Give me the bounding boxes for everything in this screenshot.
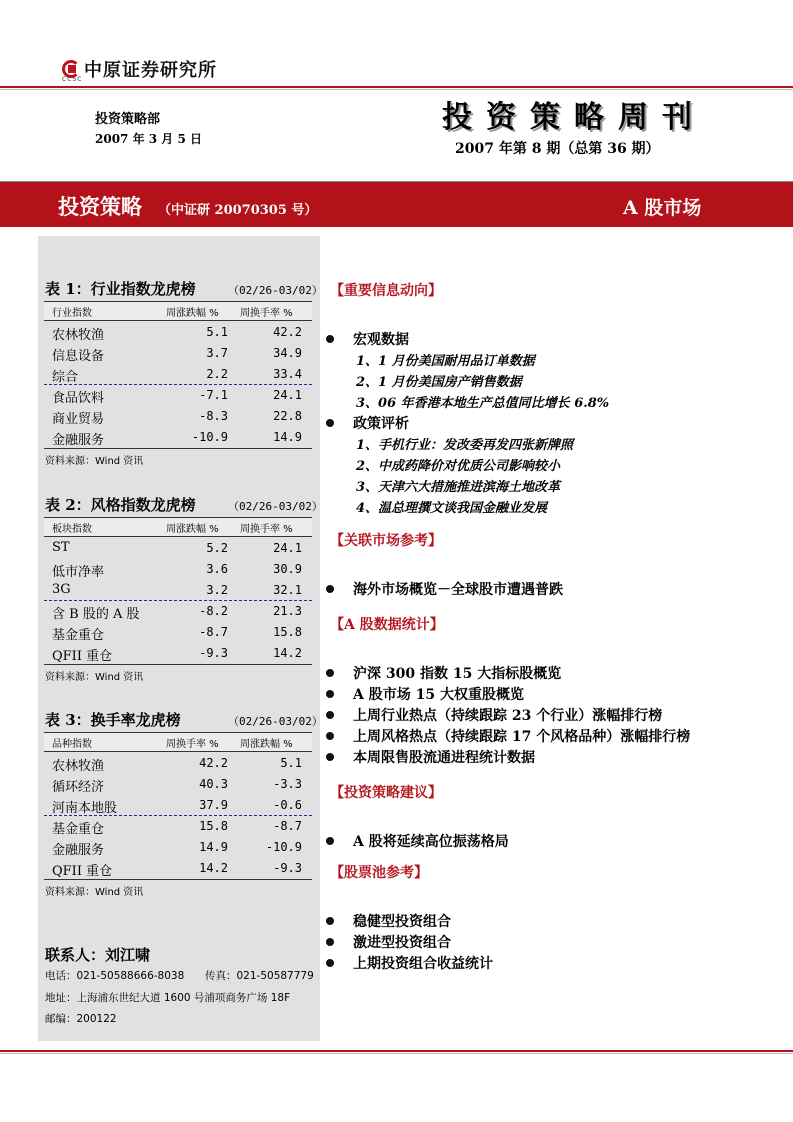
row-value: 14.9: [273, 430, 302, 444]
row-value: 14.2: [273, 646, 302, 660]
bullet-text: 本周限售股流通进程统计数据: [353, 749, 535, 766]
table-row: [44, 753, 312, 773]
row-value: -9.3: [199, 646, 228, 660]
column-header: 周换手率 %: [240, 524, 293, 535]
row-label: 循环经济: [52, 780, 105, 795]
row-value: 14.2: [199, 861, 228, 875]
row-value: 15.8: [273, 625, 302, 639]
contact-address: 地址：上海浦东世纪大道 1600 号浦项商务广场 18F: [45, 992, 291, 1004]
table-row: [44, 427, 312, 447]
bullet-text: 政策评析: [353, 415, 409, 432]
bullet-dot-icon: [326, 753, 334, 761]
table-bottom-rule: [44, 448, 312, 449]
row-value: -7.1: [199, 388, 228, 402]
row-value: 33.4: [273, 367, 302, 381]
column-header: 品种指数: [52, 739, 92, 750]
table-row: [44, 580, 312, 600]
bullet-item: [326, 931, 451, 952]
row-value: 42.2: [199, 756, 228, 770]
sub-item: 3、06 年香港本地生产总值同比增长 6.8%: [356, 396, 610, 411]
row-value: 2.2: [206, 367, 228, 381]
table-date-range: （02/26-03/02）: [228, 715, 323, 728]
bullet-item: [326, 910, 451, 931]
bullet-item: [326, 578, 563, 599]
table-row: [44, 322, 312, 342]
table-bottom-rule: [44, 879, 312, 880]
column-header: 板块指数: [52, 524, 92, 535]
bullet-dot-icon: [326, 938, 334, 946]
bullet-dot-icon: [326, 959, 334, 967]
table-row: [44, 816, 312, 836]
bullet-dot-icon: [326, 732, 334, 740]
table-row: [44, 622, 312, 642]
row-label: 低市净率: [52, 565, 105, 580]
row-label: 河南本地股: [52, 801, 118, 816]
row-value: -10.9: [265, 840, 302, 854]
table-bottom-rule: [44, 664, 312, 665]
table-date-range: （02/26-03/02）: [228, 500, 323, 513]
bullet-text: 海外市场概览－全球股市遭遇普跌: [353, 581, 563, 598]
table-row: [44, 858, 312, 878]
row-label: 农林牧渔: [52, 759, 105, 774]
bullet-dot-icon: [326, 585, 334, 593]
bullet-item: [326, 746, 535, 767]
column-header: 周涨跌幅 %: [166, 308, 219, 319]
row-value: 3.2: [206, 583, 228, 597]
table-title: 表 2：风格指数龙虎榜: [45, 496, 196, 514]
table-source: 资料来源：Wind 资讯: [45, 887, 144, 898]
bullet-text: 激进型投资组合: [353, 934, 451, 951]
top-red-rule: [0, 86, 793, 88]
section-title: 【A 股数据统计】: [330, 617, 444, 633]
bullet-dot-icon: [326, 419, 334, 427]
row-value: 5.1: [206, 325, 228, 339]
top-gray-rule: [0, 89, 793, 90]
row-label: 金融服务: [52, 433, 105, 448]
row-value: 3.7: [206, 346, 228, 360]
bullet-text: 上周行业热点（持续跟踪 23 个行业）涨幅排行榜: [353, 707, 663, 724]
row-value: -0.6: [273, 798, 302, 812]
row-value: 3.6: [206, 562, 228, 576]
table-title: 表 1：行业指数龙虎榜: [45, 280, 196, 298]
row-value: 30.9: [273, 562, 302, 576]
contact-phone: 电话：021-50588666-8038: [45, 970, 185, 982]
bullet-item: [326, 662, 561, 683]
row-label: 食品饮料: [52, 391, 105, 406]
column-header: 周涨跌幅 %: [240, 739, 293, 750]
row-value: -3.3: [273, 777, 302, 791]
sub-item: 1、1 月份美国耐用品订单数据: [356, 354, 535, 369]
bullet-text: 上期投资组合收益统计: [353, 955, 493, 972]
table-row: [44, 774, 312, 794]
row-value: 32.1: [273, 583, 302, 597]
bullet-text: A 股市场 15 大权重股概览: [353, 686, 524, 703]
table-row: [44, 406, 312, 426]
bullet-dot-icon: [326, 917, 334, 925]
row-value: 24.1: [273, 541, 302, 555]
row-label: 含 B 股的 A 股: [52, 607, 140, 622]
table-title: 表 3：换手率龙虎榜: [45, 711, 181, 729]
table-row: [44, 837, 312, 857]
bullet-dot-icon: [326, 669, 334, 677]
row-value: 5.2: [206, 541, 228, 555]
contact-zip: 邮编：200122: [45, 1013, 117, 1025]
row-label: 3G: [52, 582, 71, 597]
row-value: 34.9: [273, 346, 302, 360]
sub-item: 2、中成药降价对优质公司影响较小: [356, 459, 561, 474]
row-value: 14.9: [199, 840, 228, 854]
row-label: 基金重仓: [52, 628, 105, 643]
bullet-item: [326, 725, 690, 746]
company-logo: [62, 56, 217, 82]
contact-name: 联系人：刘江啸: [45, 946, 151, 964]
table-date-range: （02/26-03/02）: [228, 284, 323, 297]
bullet-text: 宏观数据: [353, 331, 409, 348]
section-title: 【投资策略建议】: [330, 785, 442, 801]
sub-item: 4、温总理撰文谈我国金融业发展: [356, 501, 548, 516]
section-title: 【重要信息动向】: [330, 283, 442, 299]
row-label: QFII 重仓: [52, 649, 113, 664]
row-value: 40.3: [199, 777, 228, 791]
row-label: ST: [52, 540, 70, 555]
bullet-item: [326, 830, 509, 851]
logo-text: 中原证券研究所: [84, 60, 217, 81]
bullet-dot-icon: [326, 711, 334, 719]
row-value: 24.1: [273, 388, 302, 402]
row-value: -8.3: [199, 409, 228, 423]
row-value: 21.3: [273, 604, 302, 618]
bottom-red-rule: [0, 1050, 793, 1052]
row-label: 基金重仓: [52, 822, 105, 837]
row-value: 22.8: [273, 409, 302, 423]
row-value: -8.7: [199, 625, 228, 639]
banner-code: （中证研 20070305 号）: [158, 203, 318, 218]
bullet-dot-icon: [326, 335, 334, 343]
column-header: 周涨跌幅 %: [166, 524, 219, 535]
table-row: [44, 343, 312, 363]
bullet-dot-icon: [326, 690, 334, 698]
column-header: 周换手率 %: [240, 308, 293, 319]
row-label: 金融服务: [52, 843, 105, 858]
bullet-item: [326, 952, 493, 973]
row-label: 综合: [52, 370, 79, 385]
table-row: [44, 795, 312, 815]
row-value: 15.8: [199, 819, 228, 833]
column-header: 行业指数: [52, 308, 92, 319]
section-title: 【股票池参考】: [330, 865, 428, 881]
table-source: 资料来源：Wind 资讯: [45, 456, 144, 467]
bullet-text: 上周风格热点（持续跟踪 17 个风格品种）涨幅排行榜: [353, 728, 691, 745]
department: 投资策略部: [95, 112, 161, 127]
publication-title: 投资策略周刊: [442, 100, 706, 135]
column-header: 周换手率 %: [166, 739, 219, 750]
sub-item: 2、1 月份美国房产销售数据: [356, 375, 522, 390]
sub-item: 1、手机行业：发改委再发四张新牌照: [356, 438, 574, 453]
report-date: 2007 年 3 月 5 日: [95, 132, 202, 146]
contact-fax: 传真：021-50587779: [205, 970, 314, 982]
bullet-text: A 股将延续高位振荡格局: [353, 833, 509, 850]
row-label: 农林牧渔: [52, 328, 105, 343]
row-value: -8.2: [199, 604, 228, 618]
table-row: [44, 364, 312, 384]
table-row: [44, 559, 312, 579]
section-title: 【关联市场参考】: [330, 533, 442, 549]
bullet-item: [326, 412, 409, 433]
banner-title: 投资策略: [58, 194, 142, 219]
bottom-gray-rule: [0, 1053, 793, 1054]
table-row: [44, 601, 312, 621]
table-row: [44, 538, 312, 558]
sub-item: 3、天津六大措施推进滨海土地改革: [356, 480, 561, 495]
row-label: QFII 重仓: [52, 864, 113, 879]
row-value: -8.7: [273, 819, 302, 833]
bullet-item: [326, 704, 662, 725]
bullet-dot-icon: [326, 837, 334, 845]
table-row: [44, 385, 312, 405]
table-header: [44, 732, 312, 752]
table-header: [44, 517, 312, 537]
row-value: -10.9: [191, 430, 228, 444]
row-label: 信息设备: [52, 349, 105, 364]
table-header: [44, 301, 312, 321]
table-source: 资料来源：Wind 资讯: [45, 672, 144, 683]
row-value: 42.2: [273, 325, 302, 339]
bullet-item: [326, 328, 409, 349]
row-value: -9.3: [273, 861, 302, 875]
bullet-text: 稳健型投资组合: [353, 913, 451, 930]
row-value: 5.1: [280, 756, 302, 770]
bullet-text: 沪深 300 指数 15 大指标股概览: [353, 665, 562, 682]
banner-market: A 股市场: [623, 197, 702, 219]
table-row: [44, 643, 312, 663]
row-label: 商业贸易: [52, 412, 105, 427]
logo-sub: CCSC: [62, 76, 83, 83]
issue-number: 2007 年第 8 期（总第 36 期）: [455, 141, 660, 157]
row-value: 37.9: [199, 798, 228, 812]
bullet-item: [326, 683, 524, 704]
